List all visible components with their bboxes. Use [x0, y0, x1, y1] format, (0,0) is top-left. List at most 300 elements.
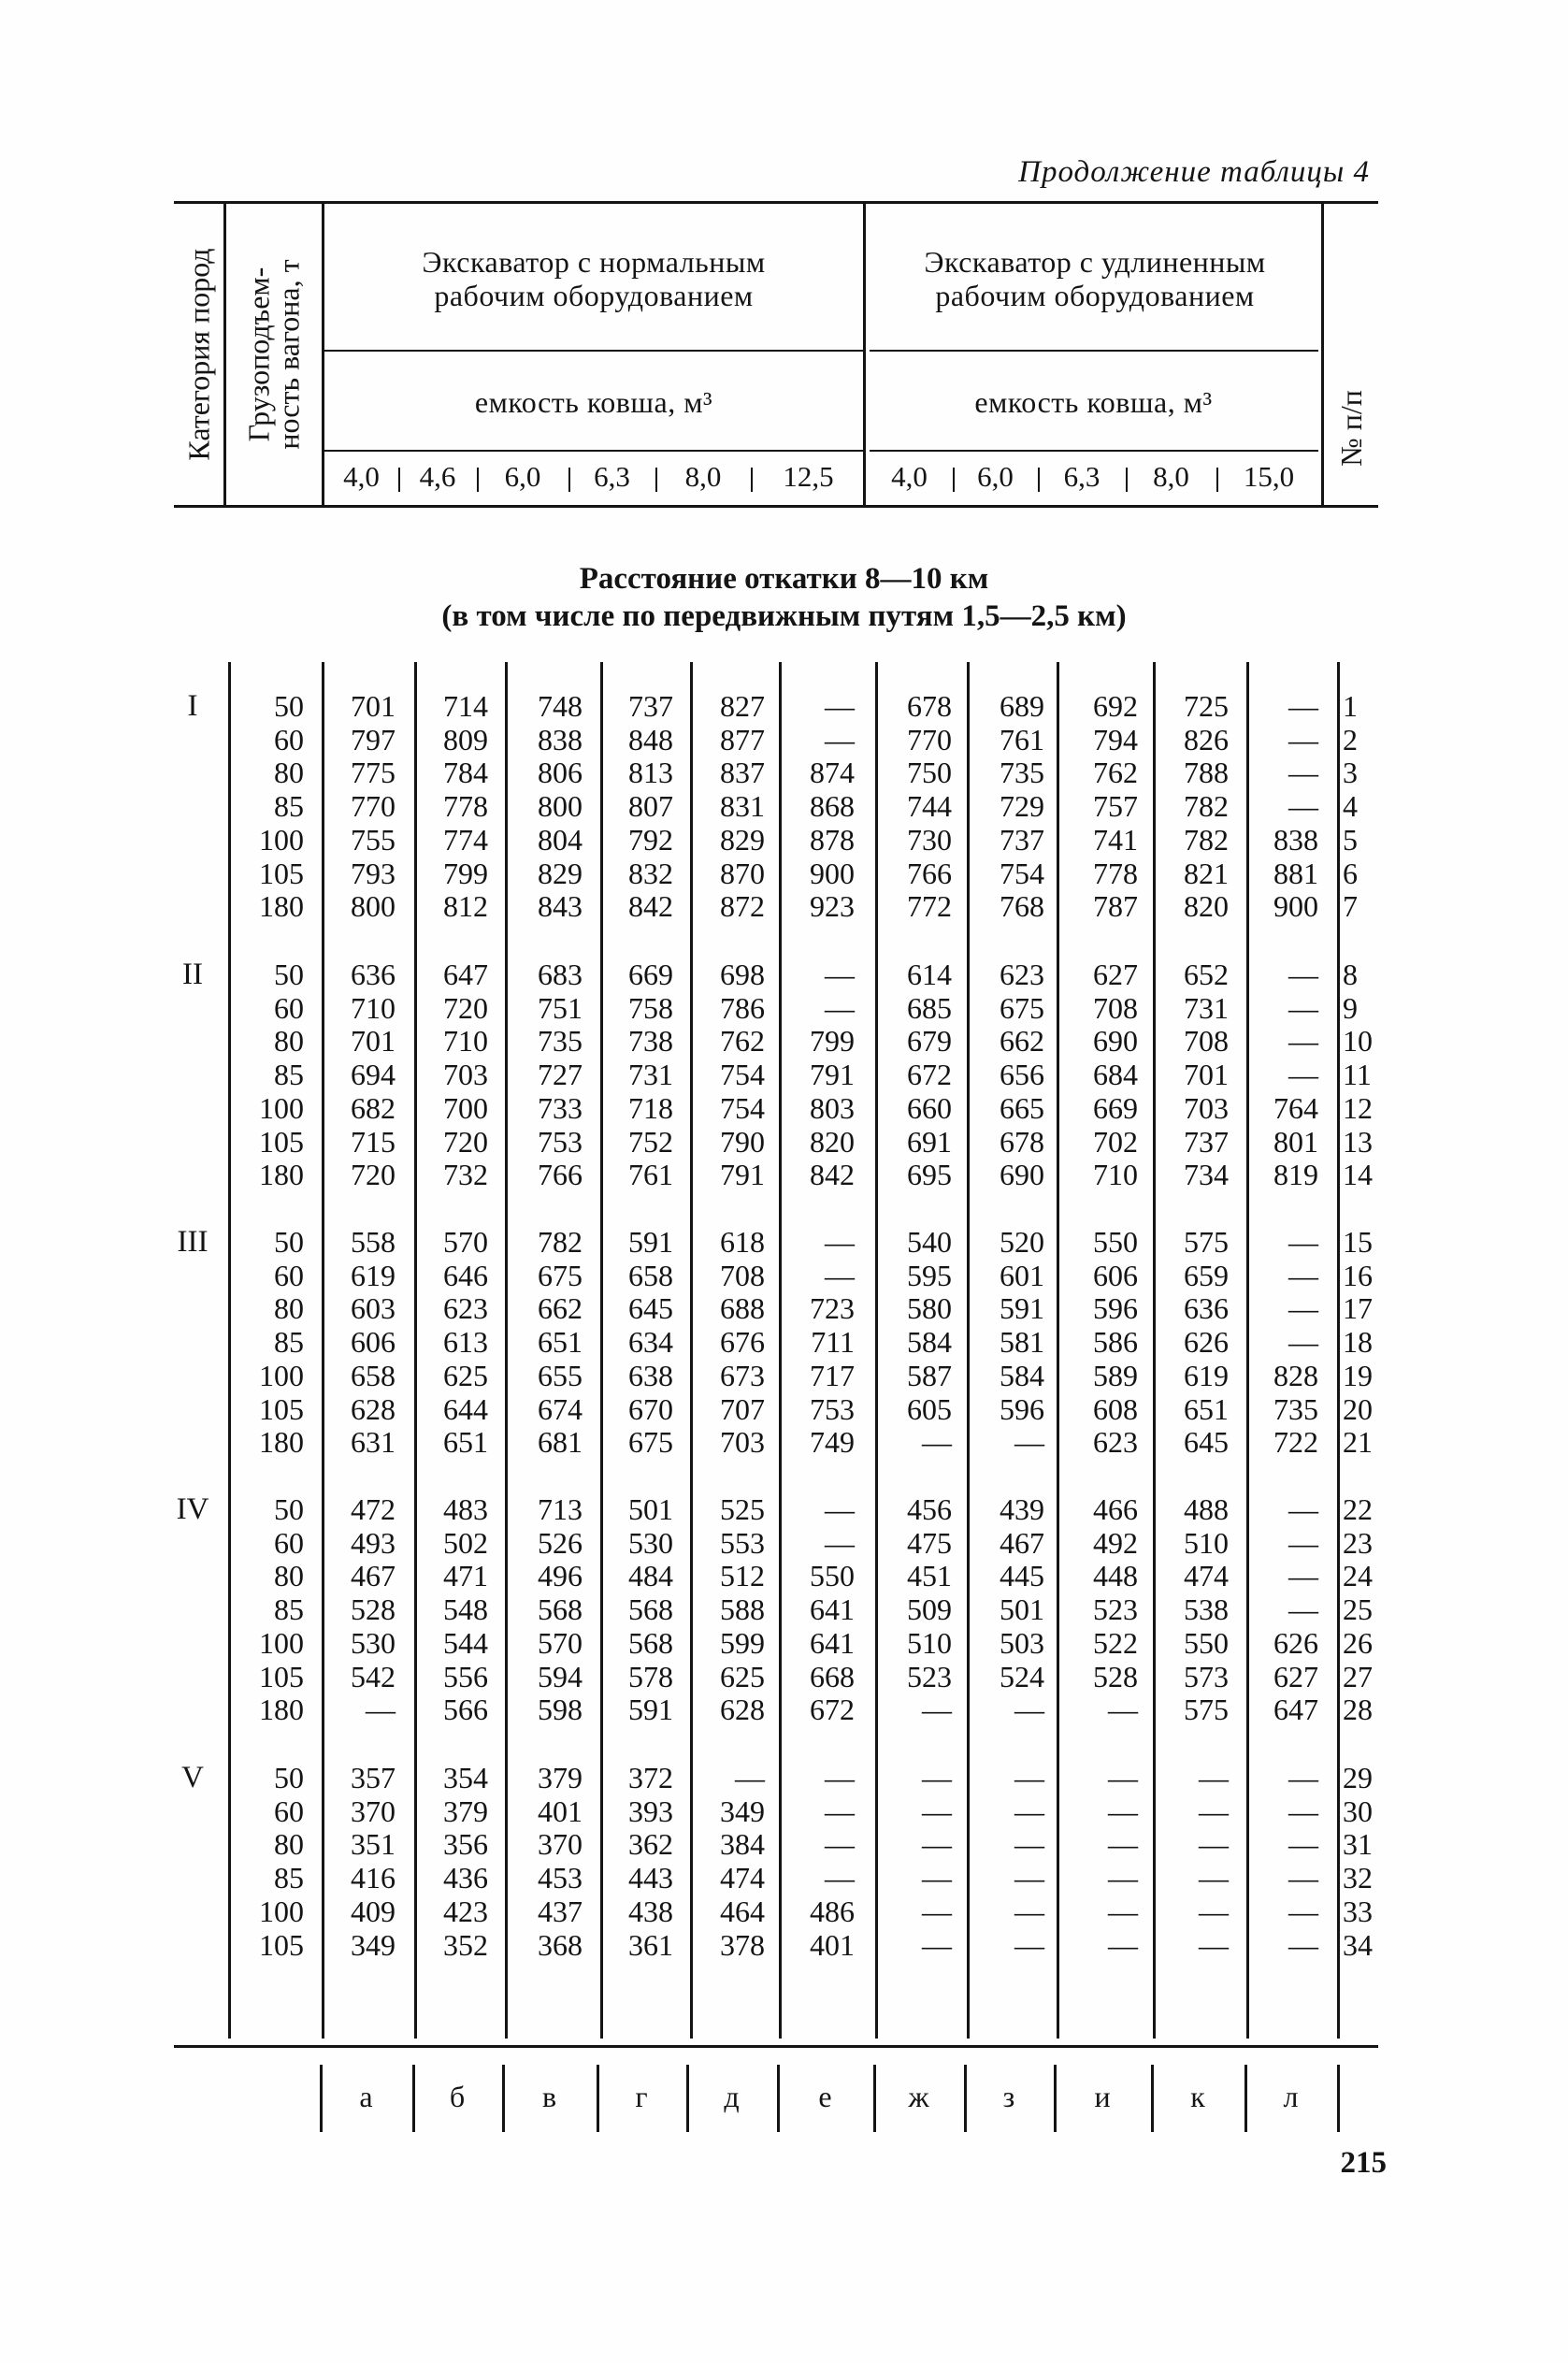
bucket-capacity-label-normal: емкость ковша, м³ — [474, 385, 713, 419]
bucket-capacity-separator — [477, 468, 479, 492]
cell-value: 708 — [1184, 1024, 1229, 1059]
footer-separator — [777, 2065, 780, 2132]
cell-value: 778 — [1093, 856, 1138, 890]
cell-value: 826 — [1184, 722, 1229, 756]
cell-value: 702 — [1093, 1124, 1138, 1159]
cell-value: 568 — [538, 1592, 583, 1627]
rock-category: V — [181, 1761, 204, 1794]
cell-value: 451 — [907, 1559, 952, 1593]
cell-value: — — [1288, 1258, 1318, 1292]
cell-value: 730 — [907, 822, 952, 857]
cell-value: 553 — [720, 1525, 765, 1560]
cell-value: 483 — [443, 1492, 488, 1526]
cell-value: 714 — [443, 689, 488, 723]
cell-value: 550 — [1093, 1225, 1138, 1259]
cell-value: 618 — [720, 1225, 765, 1259]
cell-value: 357 — [351, 1761, 396, 1794]
column-rule — [414, 662, 417, 2039]
cell-value: 753 — [810, 1391, 855, 1426]
cell-value: 558 — [351, 1225, 396, 1259]
cell-value: 540 — [907, 1225, 952, 1259]
cell-value: 720 — [443, 1124, 488, 1159]
cell-value: 799 — [443, 856, 488, 890]
cell-value: 790 — [720, 1124, 765, 1159]
row-index: 24 — [1343, 1559, 1373, 1593]
cell-value: — — [1288, 1794, 1318, 1828]
cell-value: — — [825, 1525, 855, 1560]
cell-value: 838 — [538, 722, 583, 756]
cell-value: 670 — [628, 1391, 673, 1426]
bucket-capacity-label-extended: емкость ковша, м³ — [974, 385, 1213, 419]
cell-value: 878 — [810, 822, 855, 857]
cell-value: 623 — [1000, 958, 1044, 991]
column-letter: з — [1002, 2080, 1015, 2113]
cell-value: 523 — [1093, 1592, 1138, 1627]
cell-value: — — [1288, 1024, 1318, 1059]
wagon-capacity: 80 — [274, 756, 304, 790]
row-index: 6 — [1343, 856, 1358, 890]
cell-value: 484 — [628, 1559, 673, 1593]
cell-value: — — [1108, 1827, 1138, 1862]
row-index: 12 — [1343, 1090, 1373, 1125]
column-letter: д — [724, 2080, 740, 2113]
cell-value: 627 — [1273, 1659, 1318, 1693]
cell-value: 573 — [1184, 1659, 1229, 1693]
cell-value: 762 — [1093, 756, 1138, 790]
cell-value: 842 — [810, 1158, 855, 1192]
cell-value: 673 — [720, 1358, 765, 1392]
cell-value: 762 — [720, 1024, 765, 1059]
cell-value: 492 — [1093, 1525, 1138, 1560]
cell-value: 690 — [1000, 1158, 1044, 1192]
cell-value: — — [1199, 1894, 1229, 1928]
cell-value: 486 — [810, 1894, 855, 1928]
bucket-capacity-normal: 6,0 — [504, 460, 541, 493]
cell-value: 656 — [1000, 1058, 1044, 1092]
row-index: 15 — [1343, 1225, 1373, 1259]
cell-value: — — [825, 1492, 855, 1526]
cell-value: 710 — [351, 990, 396, 1025]
cell-value: 748 — [538, 689, 583, 723]
cell-value: 647 — [1273, 1693, 1318, 1727]
wagon-capacity: 80 — [274, 1559, 304, 1593]
bucket-capacity-separator — [398, 468, 400, 492]
wagon-capacity: 105 — [259, 1927, 304, 1962]
cell-value: 784 — [443, 756, 488, 790]
cell-value: 778 — [443, 789, 488, 824]
wagon-capacity: 80 — [274, 1024, 304, 1059]
cell-value: 701 — [1184, 1058, 1229, 1092]
bucket-capacity-extended: 15,0 — [1243, 460, 1295, 493]
column-rule — [505, 662, 508, 2039]
cell-value: 503 — [1000, 1625, 1044, 1660]
cell-value: — — [1288, 1492, 1318, 1526]
cell-value: — — [1288, 1861, 1318, 1895]
row-index: 31 — [1343, 1827, 1373, 1862]
rock-category: IV — [176, 1492, 209, 1526]
cell-value: 770 — [351, 789, 396, 824]
cell-value: 752 — [628, 1124, 673, 1159]
cell-value: 644 — [443, 1391, 488, 1426]
bucket-capacity-normal: 12,5 — [783, 460, 834, 493]
cell-value: 676 — [720, 1325, 765, 1360]
column-rule — [1153, 662, 1156, 2039]
wagon-capacity: 50 — [274, 689, 304, 723]
cell-value: — — [1014, 1425, 1044, 1460]
row-index: 10 — [1343, 1024, 1373, 1059]
cell-value: — — [1288, 1559, 1318, 1593]
footer-separator — [686, 2065, 689, 2132]
capacity-header: Грузоподъем- ность вагона, т — [242, 259, 307, 450]
cell-value: 512 — [720, 1559, 765, 1593]
cell-value: 580 — [907, 1291, 952, 1326]
footer-separator — [320, 2065, 323, 2132]
cell-value: 524 — [1000, 1659, 1044, 1693]
cell-value: — — [1108, 1927, 1138, 1962]
cell-value: 744 — [907, 789, 952, 824]
cell-value: 775 — [351, 756, 396, 790]
cell-value: — — [825, 1225, 855, 1259]
cell-value: — — [1108, 1861, 1138, 1895]
cell-value: — — [922, 1894, 952, 1928]
cell-value: 688 — [720, 1291, 765, 1326]
column-letter: и — [1094, 2080, 1111, 2113]
cell-value: — — [1288, 722, 1318, 756]
bucket-capacity-normal: 4,0 — [343, 460, 380, 493]
cell-value: 493 — [351, 1525, 396, 1560]
wagon-capacity: 60 — [274, 1794, 304, 1828]
cell-value: 645 — [1184, 1425, 1229, 1460]
cell-value: 770 — [907, 722, 952, 756]
cell-value: 731 — [628, 1058, 673, 1092]
cell-value: — — [825, 1794, 855, 1828]
cell-value: 659 — [1184, 1258, 1229, 1292]
cell-value: 538 — [1184, 1592, 1229, 1627]
cell-value: 436 — [443, 1861, 488, 1895]
cell-value: 754 — [720, 1058, 765, 1092]
header-bottom-rule — [174, 505, 1378, 508]
cell-value: 510 — [1184, 1525, 1229, 1560]
column-letter: б — [449, 2080, 466, 2113]
cell-value: 758 — [628, 990, 673, 1025]
column-rule — [322, 662, 324, 2039]
cell-value: 738 — [628, 1024, 673, 1059]
column-letter: ж — [908, 2080, 929, 2113]
cell-value: 793 — [351, 856, 396, 890]
cell-value: 379 — [443, 1794, 488, 1828]
cell-value: 623 — [1093, 1425, 1138, 1460]
cell-value: 591 — [628, 1225, 673, 1259]
cell-value: 556 — [443, 1659, 488, 1693]
cell-value: 737 — [628, 689, 673, 723]
cell-value: 356 — [443, 1827, 488, 1862]
footer-separator — [873, 2065, 876, 2132]
row-index: 22 — [1343, 1492, 1373, 1526]
cell-value: 800 — [538, 789, 583, 824]
row-index: 33 — [1343, 1894, 1373, 1928]
cell-value: 628 — [720, 1693, 765, 1727]
footer-separator — [1337, 2065, 1340, 2132]
cell-value: 675 — [628, 1425, 673, 1460]
column-rule — [1246, 662, 1249, 2039]
cell-value: 829 — [538, 856, 583, 890]
cell-value: — — [1288, 1827, 1318, 1862]
cell-value: — — [1288, 958, 1318, 991]
column-letter: г — [635, 2080, 648, 2113]
column-letter: а — [359, 2080, 373, 2113]
bucket-capacity-extended: 6,0 — [977, 460, 1014, 493]
cell-value: 393 — [628, 1794, 673, 1828]
cell-value: 354 — [443, 1761, 488, 1794]
cell-value: 636 — [351, 958, 396, 991]
cell-value: 678 — [1000, 1124, 1044, 1159]
cell-value: 681 — [538, 1425, 583, 1460]
cell-value: — — [1288, 1927, 1318, 1962]
wagon-capacity: 85 — [274, 1592, 304, 1627]
cell-value: 651 — [443, 1425, 488, 1460]
cell-value: 727 — [538, 1058, 583, 1092]
cell-value: 787 — [1093, 889, 1138, 924]
rock-category: III — [177, 1225, 209, 1259]
cell-value: 732 — [443, 1158, 488, 1192]
column-rule — [967, 662, 970, 2039]
row-index: 1 — [1343, 689, 1358, 723]
cell-value: 684 — [1093, 1058, 1138, 1092]
cell-value: 409 — [351, 1894, 396, 1928]
cell-value: 799 — [810, 1024, 855, 1059]
wagon-capacity: 60 — [274, 722, 304, 756]
cell-value: — — [825, 689, 855, 723]
wagon-capacity: 105 — [259, 1659, 304, 1693]
cell-value: 761 — [628, 1158, 673, 1192]
header-top-rule — [174, 201, 1378, 204]
cell-value: 443 — [628, 1861, 673, 1895]
cell-value: 628 — [351, 1391, 396, 1426]
cell-value: 821 — [1184, 856, 1229, 890]
bucket-capacity-separator — [568, 468, 570, 492]
cell-value: 370 — [538, 1827, 583, 1862]
row-index: 11 — [1343, 1058, 1372, 1092]
cell-value: — — [825, 722, 855, 756]
cell-value: 772 — [907, 889, 952, 924]
footer-separator — [1151, 2065, 1154, 2132]
cell-value: 749 — [810, 1425, 855, 1460]
cell-value: 735 — [1000, 756, 1044, 790]
cell-value: 679 — [907, 1024, 952, 1059]
cell-value: 703 — [720, 1425, 765, 1460]
wagon-capacity: 100 — [259, 1358, 304, 1392]
cell-value: — — [825, 1827, 855, 1862]
cell-value: 809 — [443, 722, 488, 756]
cell-value: 710 — [1093, 1158, 1138, 1192]
row-index: 16 — [1343, 1258, 1373, 1292]
cell-value: 662 — [1000, 1024, 1044, 1059]
column-rule — [690, 662, 693, 2039]
row-index: 5 — [1343, 822, 1358, 857]
rock-category: II — [182, 958, 203, 991]
cell-value: — — [1288, 1225, 1318, 1259]
row-index: 21 — [1343, 1425, 1373, 1460]
cell-value: 672 — [907, 1058, 952, 1092]
cell-value: 715 — [351, 1124, 396, 1159]
cell-value: — — [825, 990, 855, 1025]
row-index: 20 — [1343, 1391, 1373, 1426]
cell-value: — — [1199, 1761, 1229, 1794]
cell-value: 636 — [1184, 1291, 1229, 1326]
header-hline-extended-2 — [870, 450, 1318, 452]
cell-value: 923 — [810, 889, 855, 924]
cell-value: 445 — [1000, 1559, 1044, 1593]
cell-value: — — [1199, 1861, 1229, 1895]
cell-value: 703 — [443, 1058, 488, 1092]
bucket-capacity-separator — [751, 468, 753, 492]
cell-value: 766 — [907, 856, 952, 890]
row-index: 7 — [1343, 889, 1358, 924]
cell-value: 700 — [443, 1090, 488, 1125]
row-index: 25 — [1343, 1592, 1373, 1627]
cell-value: — — [825, 1861, 855, 1895]
cell-value: 766 — [538, 1158, 583, 1192]
extended-equipment-header: Экскаватор с удлиненным рабочим оборудованием — [924, 245, 1266, 312]
cell-value: — — [1014, 1761, 1044, 1794]
cell-value: 401 — [538, 1794, 583, 1828]
column-letter: е — [818, 2080, 832, 2113]
cell-value: 812 — [443, 889, 488, 924]
column-letter: к — [1190, 2080, 1205, 2113]
cell-value: 804 — [538, 822, 583, 857]
cell-value: — — [366, 1693, 396, 1727]
wagon-capacity: 80 — [274, 1827, 304, 1862]
cell-value: 828 — [1273, 1358, 1318, 1392]
cell-value: 672 — [810, 1693, 855, 1727]
cell-value: — — [1288, 1325, 1318, 1360]
cell-value: 361 — [628, 1927, 673, 1962]
cell-value: — — [1014, 1827, 1044, 1862]
bucket-capacity-extended: 6,3 — [1063, 460, 1100, 493]
cell-value: 751 — [538, 990, 583, 1025]
cell-value: 589 — [1093, 1358, 1138, 1392]
cell-value: — — [1108, 1794, 1138, 1828]
cell-value: 689 — [1000, 689, 1044, 723]
cell-value: 711 — [811, 1325, 855, 1360]
cell-value: 881 — [1273, 856, 1318, 890]
cell-value: 501 — [628, 1492, 673, 1526]
cell-value: 384 — [720, 1827, 765, 1862]
cell-value: 586 — [1093, 1325, 1138, 1360]
cell-value: 568 — [628, 1625, 673, 1660]
row-index: 13 — [1343, 1124, 1373, 1159]
cell-value: 599 — [720, 1625, 765, 1660]
cell-value: 870 — [720, 856, 765, 890]
row-index: 30 — [1343, 1794, 1373, 1828]
cell-value: 831 — [720, 789, 765, 824]
cell-value: 669 — [628, 958, 673, 991]
wagon-capacity: 50 — [274, 958, 304, 991]
cell-value: 842 — [628, 889, 673, 924]
cell-value: 675 — [538, 1258, 583, 1292]
cell-value: 753 — [538, 1124, 583, 1159]
wagon-capacity: 85 — [274, 1861, 304, 1895]
column-rule — [1337, 662, 1340, 2039]
cell-value: 710 — [443, 1024, 488, 1059]
wagon-capacity: 60 — [274, 1258, 304, 1292]
bucket-capacity-normal: 4,6 — [419, 460, 456, 493]
table-bottom-rule — [174, 2045, 1378, 2048]
row-index: 26 — [1343, 1625, 1373, 1660]
cell-value: 737 — [1000, 822, 1044, 857]
cell-value: 646 — [443, 1258, 488, 1292]
cell-value: — — [1014, 1693, 1044, 1727]
wagon-capacity: 85 — [274, 1325, 304, 1360]
header-hline-normal-2 — [324, 450, 863, 452]
wagon-capacity: 180 — [259, 1693, 304, 1727]
cell-value: 467 — [351, 1559, 396, 1593]
cell-value: — — [735, 1761, 765, 1794]
cell-value: 627 — [1093, 958, 1138, 991]
row-index: 14 — [1343, 1158, 1373, 1192]
cell-value: 819 — [1273, 1158, 1318, 1192]
wagon-capacity: 180 — [259, 1425, 304, 1460]
cell-value: 761 — [1000, 722, 1044, 756]
cell-value: 692 — [1093, 689, 1138, 723]
cell-value: 691 — [907, 1124, 952, 1159]
wagon-capacity: 105 — [259, 856, 304, 890]
cell-value: 708 — [1093, 990, 1138, 1025]
cell-value: 791 — [720, 1158, 765, 1192]
cell-value: 694 — [351, 1058, 396, 1092]
column-letter: л — [1283, 2080, 1299, 2113]
cell-value: 522 — [1093, 1625, 1138, 1660]
wagon-capacity: 60 — [274, 990, 304, 1025]
rock-category: I — [187, 689, 198, 723]
cell-value: — — [825, 1258, 855, 1292]
cell-value: 453 — [538, 1861, 583, 1895]
cell-value: — — [1288, 1525, 1318, 1560]
cell-value: 530 — [351, 1625, 396, 1660]
cell-value: 349 — [720, 1794, 765, 1828]
cell-value: 423 — [443, 1894, 488, 1928]
wagon-capacity: 100 — [259, 1625, 304, 1660]
cell-value: 707 — [720, 1391, 765, 1426]
cell-value: — — [1014, 1861, 1044, 1895]
cell-value: 584 — [907, 1325, 952, 1360]
cell-value: — — [1288, 1291, 1318, 1326]
cell-value: 578 — [628, 1659, 673, 1693]
cell-value: — — [922, 1827, 952, 1862]
cell-value: 669 — [1093, 1090, 1138, 1125]
cell-value: 794 — [1093, 722, 1138, 756]
cell-value: 475 — [907, 1525, 952, 1560]
row-index: 19 — [1343, 1358, 1373, 1392]
cell-value: 464 — [720, 1894, 765, 1928]
cell-value: 626 — [1273, 1625, 1318, 1660]
cell-value: 868 — [810, 789, 855, 824]
bucket-capacity-separator — [1126, 468, 1128, 492]
cell-value: 448 — [1093, 1559, 1138, 1593]
bucket-capacity-normal: 8,0 — [684, 460, 722, 493]
cell-value: 570 — [538, 1625, 583, 1660]
wagon-capacity: 85 — [274, 1058, 304, 1092]
cell-value: 786 — [720, 990, 765, 1025]
cell-value: 701 — [351, 1024, 396, 1059]
cell-value: 641 — [810, 1592, 855, 1627]
cell-value: 584 — [1000, 1358, 1044, 1392]
cell-value: 351 — [351, 1827, 396, 1862]
cell-value: 370 — [351, 1794, 396, 1828]
cell-value: 651 — [538, 1325, 583, 1360]
index-header: № п/п — [1334, 390, 1369, 467]
cell-value: 474 — [720, 1861, 765, 1895]
